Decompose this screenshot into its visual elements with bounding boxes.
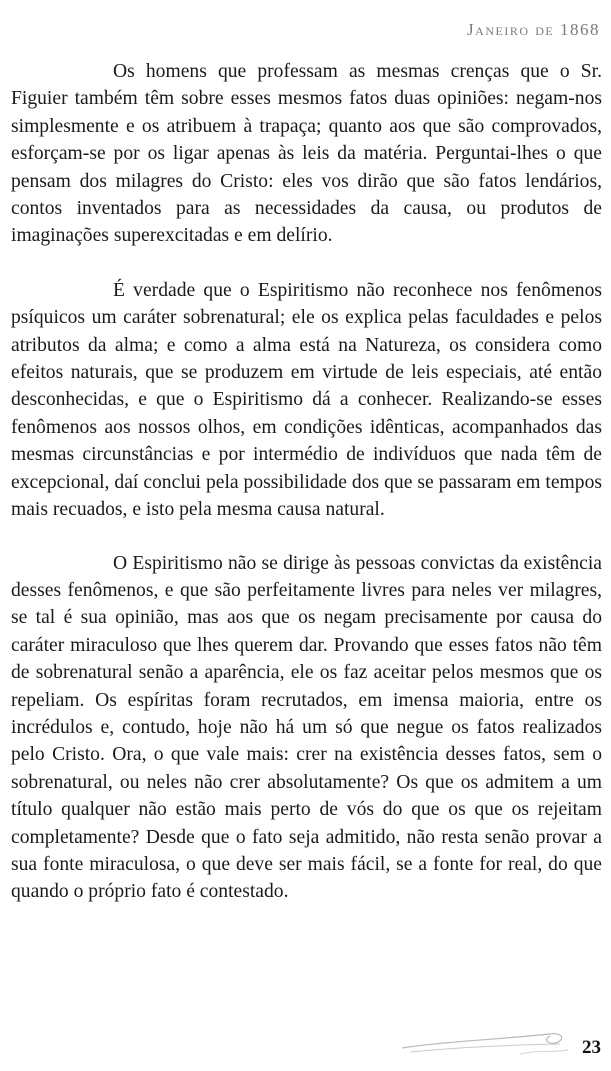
flourish-ornament-icon (400, 1020, 570, 1060)
running-header: Janeiro de 1868 (467, 20, 600, 39)
page-number: 23 (582, 1037, 601, 1058)
paragraph-2: É verdade que o Espiritismo não reconhece nos fenômenos psíquicos um caráter sobrenatural; ele os explica pelas faculdades e pelos atributos da alma; e como a alma está na Natureza, os considera como efeitos naturais, que se produzem em virtude de leis especiais, até então desconhecidas, e que o Espiritismo dá a conhecer. Realizando-se esses fenômenos aos nossos olhos, em condições idênticas, acompanhados das mesmas circunstâncias e por intermédio de indivíduos que nada têm de excepcional, daí conclui pela possibilidade dos que se passaram em tempos mais recuados, e isto pela mesma causa natural. (11, 279, 602, 521)
page-body (11, 58, 602, 906)
paragraph-1: Os homens que professam as mesmas crenças que o Sr. Figuier também têm sobre esses mesmos fatos duas opiniões: negam-nos simplesmente e os atribuem à trapaça; quanto aos que são comprovados, esforçam-se por os ligar apenas às leis da matéria. Perguntai-lhes o que pensam dos milagres do Cristo: eles vos dirão que são fatos lendários, contos inventados para as necessidades da causa, ou produtos de imaginações superexcitadas e em delírio. (11, 61, 602, 247)
paragraph-3: O Espiritismo não se dirige às pessoas convictas da existência desses fenômenos, e que são perfeitamente livres para neles ver milagres, se tal é sua opinião, mas aos que os negam precisamente por causa do caráter miraculoso que lhes querem dar. Provando que esses fatos não têm de sobrenatural senão a aparência, ele os faz aceitar pelos mesmos que os repeliam. Os espíritas foram recrutados, em imensa maioria, entre os incrédulos e, contudo, hoje não há um só que negue os fatos realizados pelo Cristo. Ora, o que vale mais: crer na existência desses fatos, sem o sobrenatural, ou neles não crer absolutamente? Os que os admitem a um título qualquer não estão mais perto de vós do que os que os rejeitam completamente? Desde que o fato seja admitido, não resta senão provar a sua fonte miraculosa, o que deve ser mais fácil, se a fonte for real, do que quando o próprio fato é contestado. (11, 552, 602, 903)
